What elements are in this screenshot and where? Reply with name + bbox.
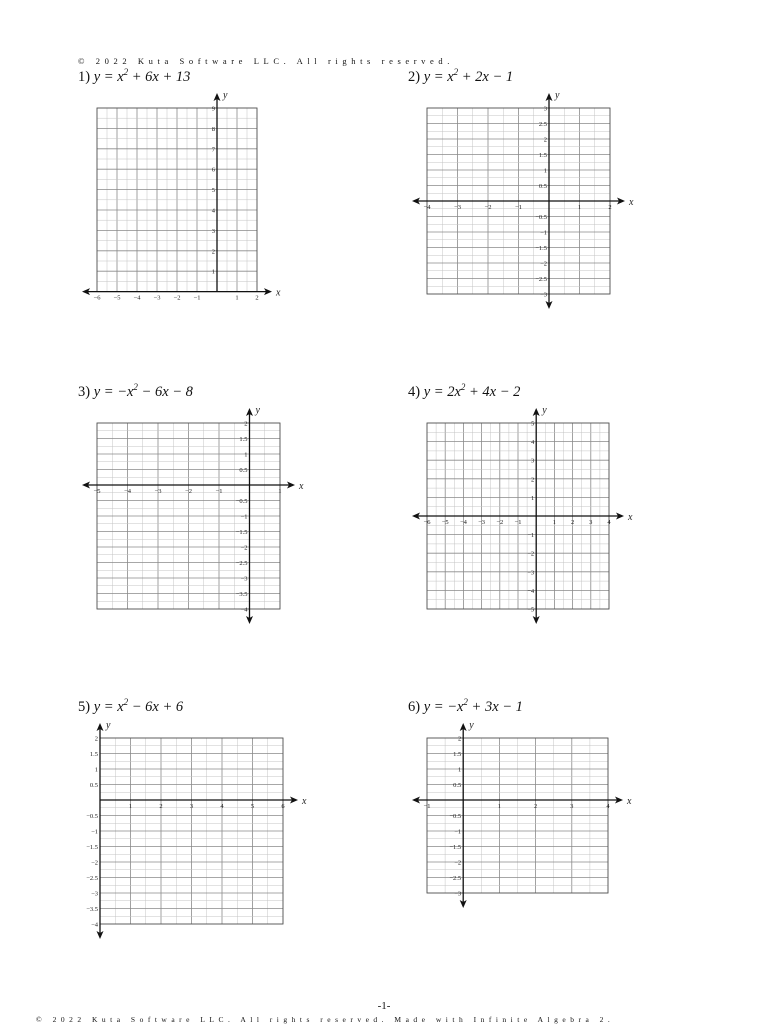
x-axis-name: x bbox=[628, 512, 633, 523]
x-tick-label: 1 bbox=[497, 803, 502, 810]
coordinate-grid-1[interactable] bbox=[75, 88, 285, 318]
x-tick-label: −1 bbox=[193, 294, 201, 302]
problem-number: 1) bbox=[78, 68, 91, 85]
y-tick-label: −0.5 bbox=[235, 498, 248, 505]
x-tick-label: 3 bbox=[589, 519, 593, 526]
equation: $y = -x^2 + 3x - 1$ bbox=[423, 697, 523, 715]
x-tick-label: 1 bbox=[128, 803, 133, 810]
coordinate-grid-6[interactable] bbox=[405, 718, 635, 948]
y-tick-label: −3 bbox=[540, 291, 547, 299]
coordinate-grid-2[interactable] bbox=[405, 88, 635, 318]
coordinate-grid-5[interactable] bbox=[75, 718, 305, 948]
x-tick-label: −5 bbox=[441, 519, 449, 526]
y-tick-label: 4 bbox=[530, 439, 535, 447]
y-tick-label: −2 bbox=[91, 859, 98, 867]
y-tick-label: 6 bbox=[211, 166, 215, 174]
y-tick-label: 0.5 bbox=[453, 782, 462, 789]
x-tick-label: −6 bbox=[93, 294, 101, 302]
y-tick-label: 2 bbox=[530, 476, 535, 484]
x-tick-label: 2 bbox=[608, 204, 612, 211]
y-tick-label: −1 bbox=[240, 513, 248, 521]
y-tick-label: 0.5 bbox=[239, 467, 248, 474]
y-tick-label: 1 bbox=[530, 494, 535, 502]
problem-6-label bbox=[408, 697, 523, 716]
y-tick-label: 2 bbox=[543, 136, 547, 144]
x-tick-label: −1 bbox=[423, 803, 431, 810]
problem-1-label bbox=[78, 67, 190, 86]
problem-number: 2) bbox=[408, 68, 421, 85]
y-tick-label: 1.5 bbox=[239, 436, 248, 443]
coordinate-grid-4[interactable] bbox=[405, 403, 635, 633]
x-axis-name: x bbox=[629, 197, 634, 208]
y-axis-name: y bbox=[555, 90, 560, 101]
x-tick-label: −1 bbox=[515, 204, 522, 211]
y-tick-label: 0.5 bbox=[89, 782, 98, 789]
x-axis-name: x bbox=[627, 796, 632, 807]
y-tick-label: 3 bbox=[211, 227, 215, 235]
y-tick-label: −3 bbox=[454, 890, 462, 898]
x-tick-label: 2 bbox=[533, 803, 538, 810]
y-tick-label: 2 bbox=[211, 248, 215, 256]
y-tick-label: −4 bbox=[527, 587, 535, 595]
y-axis-name: y bbox=[106, 720, 111, 731]
x-tick-label: −4 bbox=[423, 204, 431, 211]
x-tick-label: 1 bbox=[235, 294, 239, 302]
x-tick-label: −6 bbox=[423, 519, 431, 526]
x-tick-label: −3 bbox=[154, 488, 162, 495]
x-tick-label: 4 bbox=[606, 803, 610, 810]
equation: $y = x^2 + 6x + 13$ bbox=[93, 67, 191, 85]
equation: $y = x^2 - 6x + 6$ bbox=[93, 697, 184, 715]
y-tick-label: −2 bbox=[454, 859, 462, 867]
x-tick-label: 1 bbox=[278, 488, 282, 495]
problem-5-label bbox=[78, 697, 183, 716]
y-tick-label: 3 bbox=[530, 457, 535, 465]
y-tick-label: 3 bbox=[543, 105, 547, 113]
y-tick-label: −1 bbox=[91, 828, 98, 836]
coordinate-grid-3[interactable] bbox=[75, 403, 305, 633]
problem-number: 4) bbox=[408, 383, 421, 400]
y-tick-label: −2.5 bbox=[235, 560, 248, 567]
y-tick-label: 1 bbox=[244, 451, 248, 459]
x-tick-label: −3 bbox=[153, 294, 161, 302]
y-tick-label: 1.5 bbox=[89, 751, 98, 758]
y-tick-label: 1 bbox=[211, 268, 215, 276]
x-axis-name: x bbox=[302, 796, 307, 807]
y-tick-label: −2.5 bbox=[535, 276, 547, 283]
x-tick-label: −2 bbox=[173, 294, 181, 302]
copyright-header: © 2022 Kuta Software LLC. All rights reserved. bbox=[78, 56, 454, 66]
problem-3-label bbox=[78, 382, 193, 401]
x-tick-label: −2 bbox=[185, 488, 192, 495]
y-tick-label: −1 bbox=[540, 229, 547, 237]
y-tick-label: 1 bbox=[543, 167, 547, 175]
y-tick-label: −2.5 bbox=[449, 875, 462, 882]
y-tick-label: 1 bbox=[94, 766, 98, 774]
y-tick-label: −1.5 bbox=[86, 844, 98, 851]
y-tick-label: −3.5 bbox=[235, 591, 248, 598]
y-tick-label: 2 bbox=[94, 735, 98, 743]
y-tick-label: 9 bbox=[211, 105, 215, 113]
equation: $y = -x^2 - 6x - 8$ bbox=[93, 382, 193, 400]
x-tick-label: 3 bbox=[570, 803, 574, 810]
y-tick-label: 2.5 bbox=[538, 121, 547, 128]
x-tick-label: −1 bbox=[514, 519, 522, 526]
x-tick-label: 6 bbox=[281, 803, 285, 810]
x-tick-label: −5 bbox=[93, 488, 101, 495]
x-tick-label: 1 bbox=[552, 519, 557, 526]
x-tick-label: 5 bbox=[250, 803, 255, 810]
problem-number: 3) bbox=[78, 383, 91, 400]
problem-number: 5) bbox=[78, 698, 91, 715]
y-tick-label: 2 bbox=[457, 735, 462, 743]
y-tick-label: −0.5 bbox=[449, 813, 462, 820]
y-tick-label: 5 bbox=[211, 187, 215, 195]
y-tick-label: 7 bbox=[211, 146, 215, 154]
y-tick-label: −1 bbox=[454, 828, 462, 836]
y-tick-label: −2 bbox=[527, 550, 535, 558]
equation: $y = x^2 + 2x - 1$ bbox=[423, 67, 514, 85]
problem-4-label bbox=[408, 382, 520, 401]
y-tick-label: −0.5 bbox=[535, 214, 547, 221]
y-tick-label: −4 bbox=[240, 606, 248, 614]
page-number: -1- bbox=[377, 1000, 391, 1012]
y-tick-label: −3 bbox=[91, 890, 98, 898]
x-tick-label: 4 bbox=[607, 519, 611, 526]
y-tick-label: −1.5 bbox=[535, 245, 547, 252]
y-axis-name: y bbox=[542, 405, 547, 416]
equation: $y = 2x^2 + 4x - 2$ bbox=[423, 382, 521, 400]
y-tick-label: 1.5 bbox=[538, 152, 547, 159]
y-tick-label: 4 bbox=[211, 207, 215, 215]
y-tick-label: −2.5 bbox=[86, 875, 98, 882]
problem-2-label bbox=[408, 67, 513, 86]
x-tick-label: 4 bbox=[220, 803, 224, 810]
x-tick-label: −4 bbox=[133, 294, 141, 302]
copyright-footer: © 2022 Kuta Software LLC. All rights reserved. Made with Infinite Algebra 2. bbox=[36, 1015, 615, 1024]
x-tick-label: 3 bbox=[189, 803, 194, 810]
y-tick-label: −2 bbox=[240, 544, 248, 552]
x-tick-label: −2 bbox=[496, 519, 504, 526]
x-tick-label: −2 bbox=[484, 204, 492, 211]
x-tick-label: 2 bbox=[570, 519, 575, 526]
y-axis-name: y bbox=[255, 405, 260, 416]
y-tick-label: 2 bbox=[244, 420, 248, 428]
x-tick-label: −5 bbox=[113, 294, 121, 302]
y-axis-name: y bbox=[469, 720, 474, 731]
x-tick-label: −4 bbox=[459, 519, 467, 526]
y-tick-label: −5 bbox=[527, 606, 535, 614]
y-tick-label: −3 bbox=[240, 575, 248, 583]
y-tick-label: 1 bbox=[457, 766, 462, 774]
y-tick-label: −1.5 bbox=[449, 844, 462, 851]
y-tick-label: −3 bbox=[527, 569, 535, 577]
x-tick-label: −4 bbox=[124, 488, 131, 495]
x-tick-label: 2 bbox=[255, 294, 259, 302]
x-tick-label: −3 bbox=[478, 519, 486, 526]
y-tick-label: −0.5 bbox=[86, 813, 98, 820]
x-tick-label: 2 bbox=[159, 803, 163, 810]
y-axis-name: y bbox=[223, 90, 228, 101]
y-tick-label: 8 bbox=[211, 125, 215, 133]
y-tick-label: −2 bbox=[540, 260, 547, 268]
y-tick-label: 1.5 bbox=[453, 751, 462, 758]
x-tick-label: 1 bbox=[577, 204, 582, 211]
y-tick-label: −3.5 bbox=[86, 906, 98, 913]
y-tick-label: 0.5 bbox=[538, 183, 547, 190]
y-tick-label: −1 bbox=[527, 532, 535, 540]
y-tick-label: 5 bbox=[530, 420, 535, 428]
x-tick-label: −3 bbox=[454, 204, 461, 211]
x-axis-name: x bbox=[299, 481, 304, 492]
x-axis-name: x bbox=[276, 287, 281, 299]
y-tick-label: −1.5 bbox=[235, 529, 248, 536]
x-tick-label: −1 bbox=[215, 488, 223, 495]
problem-number: 6) bbox=[408, 698, 421, 715]
y-tick-label: −4 bbox=[91, 921, 98, 929]
